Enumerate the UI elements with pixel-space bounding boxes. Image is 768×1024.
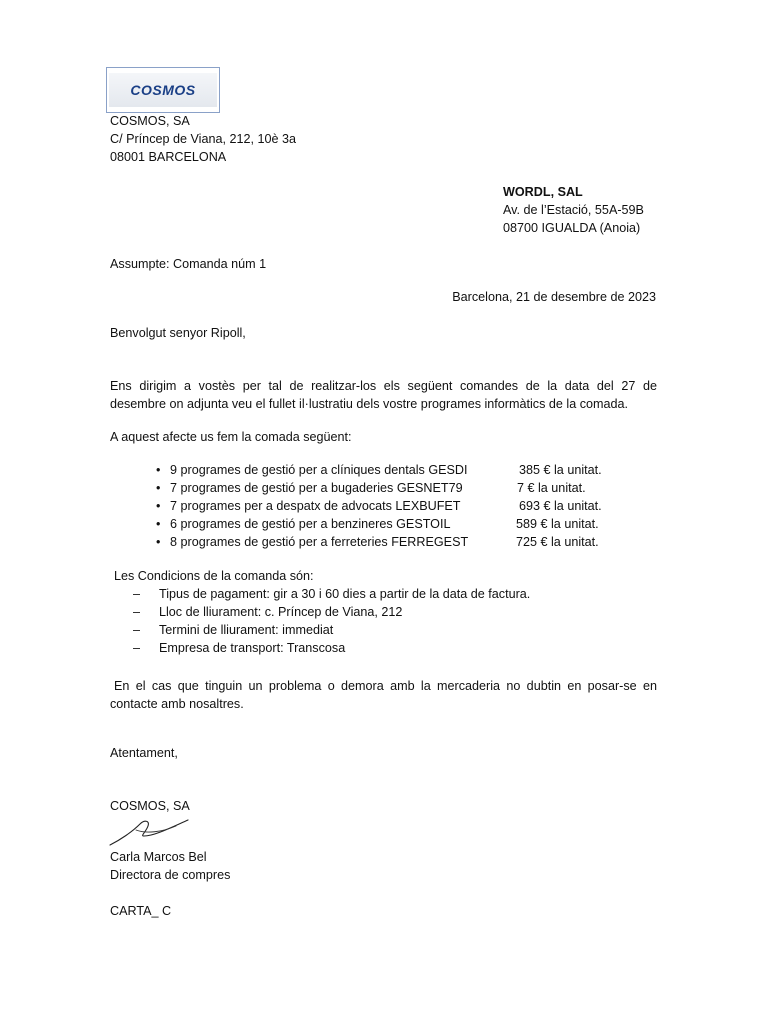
logo-background [109, 73, 217, 107]
signatory-name: Carla Marcos Bel [110, 850, 207, 864]
order-item-price: 385 € la unitat. [519, 463, 602, 477]
company-logo [106, 67, 220, 113]
condition-text: Termini de lliurament: immediat [159, 623, 334, 637]
letter-date: Barcelona, 21 de desembre de 2023 [452, 290, 656, 304]
order-item-description: 9 programes de gestió per a clíniques dentals GESDI [170, 463, 468, 477]
bullet-icon: • [156, 517, 161, 531]
recipient-name: WORDL, SAL [503, 185, 583, 199]
dash-icon: – [133, 623, 141, 637]
condition-text: Empresa de transport: Transcosa [159, 641, 346, 655]
closing-paragraph [110, 677, 657, 713]
condition-text: Tipus de pagament: gir a 30 i 60 dies a partir de la data de factura. [159, 587, 531, 601]
handwritten-signature [106, 812, 196, 848]
recipient-city: 08700 IGUALDA (Anoia) [503, 221, 641, 235]
order-item-price: 725 € la unitat. [516, 535, 599, 549]
order-item-price: 7 € la unitat. [517, 481, 586, 495]
order-item-price: 589 € la unitat. [516, 517, 599, 531]
dash-icon: – [133, 587, 141, 601]
sender-city: 08001 BARCELONA [110, 150, 227, 164]
greeting: Benvolgut senyor Ripoll, [110, 326, 246, 340]
logo-text: COSMOS [130, 82, 196, 98]
signatory-company: COSMOS, SA [110, 799, 190, 813]
sender-address: C/ Príncep de Viana, 212, 10è 3a [110, 132, 297, 146]
condition-text: Lloc de lliurament: c. Príncep de Viana, 212 [159, 605, 403, 619]
dash-icon: – [133, 641, 141, 655]
order-intro: A aquest afecte us fem la comada següent: [110, 430, 352, 444]
order-item-price: 693 € la unitat. [519, 499, 602, 513]
order-item-description: 7 programes per a despatx de advocats LEXBUFET [170, 499, 461, 513]
dash-icon: – [133, 605, 141, 619]
bullet-icon: • [156, 499, 161, 513]
order-item-description: 8 programes de gestió per a ferreteries FERREGEST [170, 535, 469, 549]
bullet-icon: • [156, 535, 161, 549]
intro-paragraph [110, 377, 657, 413]
document-reference: CARTA_ C [110, 904, 172, 918]
conditions-title: Les Condicions de la comanda són: [114, 569, 314, 583]
recipient-address: Av. de l’Estació, 55A-59B [503, 203, 644, 217]
intro-line-2: desembre on adjunta veu el fullet il·lustratiu dels vostre programes informàtics de la comada. [110, 397, 628, 411]
closing-line-2: contacte amb nosaltres. [110, 697, 244, 711]
bullet-icon: • [156, 463, 161, 477]
closing-line-1: En el cas que tinguin un problema o demora amb la mercaderia no dubtin en posar-se en [114, 679, 657, 693]
intro-line-1: Ens dirigim a vostès per tal de realitzar-los els següent comandes de la data del 27 de [110, 379, 657, 393]
order-item-description: 6 programes de gestió per a benzineres GESTOIL [170, 517, 451, 531]
subject-line: Assumpte: Comanda núm 1 [110, 257, 267, 271]
sign-off: Atentament, [110, 746, 178, 760]
signatory-role: Directora de compres [110, 868, 231, 882]
bullet-icon: • [156, 481, 161, 495]
order-item-description: 7 programes de gestió per a bugaderies GESNET79 [170, 481, 463, 495]
sender-name: COSMOS, SA [110, 114, 190, 128]
